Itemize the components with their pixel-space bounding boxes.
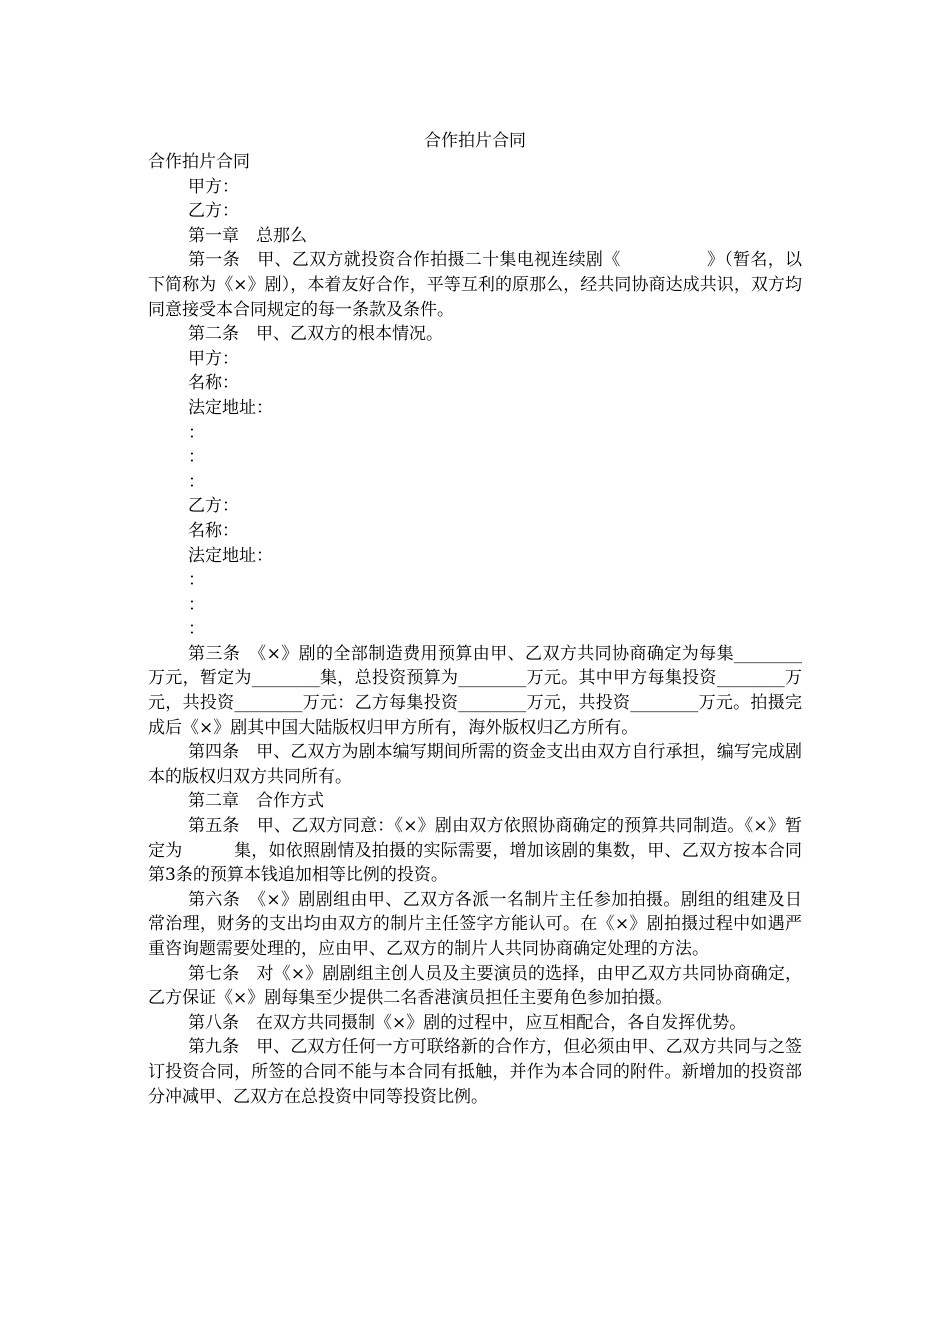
- document-title: 合作拍片合同: [424, 131, 526, 151]
- paragraph: 第二章 合作方式: [188, 791, 324, 812]
- paragraph: 第七条 对《×》剧剧组主创人员及主要演员的选择，由甲乙双方共同协商确定，乙方保证《×》剧每集至少提供二名香港演员担任主要角色参加拍摄。: [148, 963, 802, 1009]
- paragraph: 甲方：: [188, 176, 239, 197]
- paragraph: ：: [188, 594, 205, 615]
- paragraph: 合作拍片合同: [148, 152, 250, 172]
- paragraph: 第一条 甲、乙双方就投资合作拍摄二十集电视连续剧《 》（暂名，以下简称为《×》剧），本着友好合作，平等互利的原那么，经共同协商达成共识，双方均同意接受本合同规定的每一条款及条件。: [148, 250, 802, 320]
- paragraph: 第三条 《×》剧的全部制造费用预算由甲、乙双方共同协商确定为每集________万元，暂定为________集，总投资预算为________万元。其中甲方每集投资________万元，共投资________万元：乙方每集投资________万元，共投资________万元。拍摄完成后《×》剧其中国大陆版权归甲方所有，海外版权归乙方所有。: [148, 643, 802, 738]
- paragraph: ：: [188, 471, 205, 492]
- paragraph: 乙方：: [188, 201, 239, 222]
- paragraph: 法定地址：: [188, 545, 273, 566]
- paragraph: ：: [188, 447, 205, 468]
- paragraph: ：: [188, 570, 205, 591]
- document-body: [148, 150, 802, 1109]
- paragraph: 名称：: [188, 520, 239, 541]
- paragraph: 第五条 甲、乙双方同意：《×》剧由双方依照协商确定的预算共同制造。《×》暂定为 集，如依照剧情及拍摄的实际需要，增加该剧的集数，甲、乙双方按本合同第3条的预算本钱追加相等比例的投资。: [148, 816, 802, 886]
- paragraph: 第一章 总那么: [188, 225, 307, 246]
- paragraph: 第九条 甲、乙双方任何一方可联络新的合作方，但必须由甲、乙双方共同与之签订投资合同，所签的合同不能与本合同有抵触，并作为本合同的附件。新增加的投资部分冲减甲、乙双方在总投资中同等投资比例。: [148, 1037, 802, 1107]
- paragraph: 名称：: [188, 373, 239, 394]
- paragraph: 第六条 《×》剧剧组由甲、乙双方各派一名制片主任参加拍摄。剧组的组建及日常治理，财务的支出均由双方的制片主任签字方能认可。在《×》剧拍摄过程中如遇严重咨询题需要处理的，应由甲、乙双方的制片人共同协商确定处理的方法。: [148, 889, 802, 959]
- paragraph: 甲方：: [188, 348, 239, 369]
- paragraph: 第二条 甲、乙双方的根本情况。: [188, 324, 443, 345]
- paragraph: 第四条 甲、乙双方为剧本编写期间所需的资金支出由双方自行承担，编写完成剧本的版权归双方共同所有。: [148, 742, 802, 787]
- paragraph: 第八条 在双方共同摄制《×》剧的过程中，应互相配合，各自发挥优势。: [188, 1012, 747, 1033]
- paragraph: 法定地址：: [188, 397, 273, 418]
- paragraph: 乙方：: [188, 496, 239, 517]
- paragraph: ：: [188, 422, 205, 443]
- paragraph: ：: [188, 619, 205, 640]
